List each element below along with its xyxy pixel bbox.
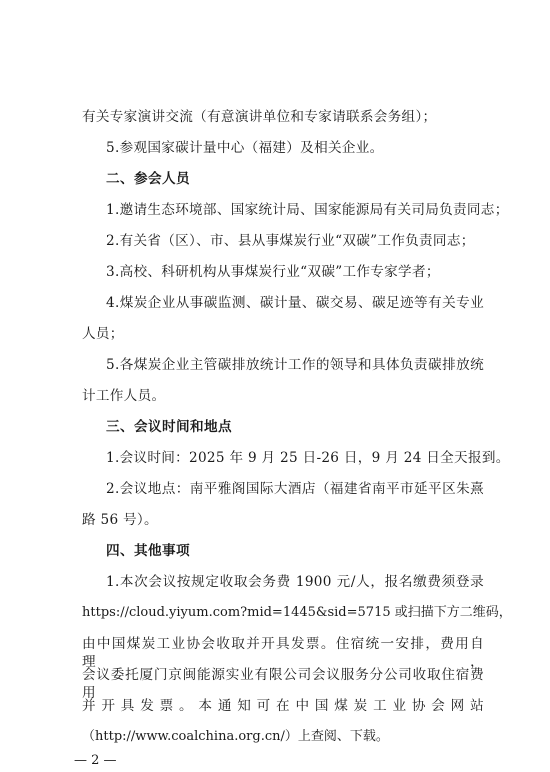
section-heading-other: 四、其他事项	[106, 543, 190, 559]
list-item-fee-cont-4: （http://www.coalchina.org.cn/）上查阅、下载。	[82, 729, 389, 744]
section-heading-participants: 二、参会人员	[106, 171, 190, 187]
list-item-fee-url: https://cloud.yiyum.com?mid=1445&sid=5715 或扫描下方二维码，	[82, 605, 512, 620]
list-item-fee-cont-2: 会议委托厦门京闽能源实业有限公司会议服务分公司收取住宿费用	[82, 667, 484, 701]
list-item-meeting-time: 1.会议时间：2025 年 9 月 25 日-26 日，9 月 24 日全天报到。	[106, 450, 510, 466]
list-item-participants-2: 2.有关省（区）、市、县从事煤炭行业“双碳”工作负责同志；	[106, 233, 475, 249]
list-item-participants-4: 4.煤炭企业从事碳监测、碳计量、碳交易、碳足迹等有关专业	[106, 295, 484, 311]
list-item-fee-cont-3: 并开具发票。本通知可在中国煤炭工业协会网站	[82, 698, 484, 714]
text-line-continuation: 有关专家演讲交流（有意演讲单位和专家请联系会务组）；	[82, 109, 437, 125]
list-item-participants-5-cont: 计工作人员。	[82, 388, 166, 404]
list-item-participants-5: 5.各煤炭企业主管碳排放统计工作的领导和具体负责碳排放统	[106, 357, 484, 373]
list-item-participants-1: 1.邀请生态环境部、国家统计局、国家能源局有关司局负责同志；	[106, 202, 509, 218]
list-item-visit: 5.参观国家碳计量中心（福建）及相关企业。	[106, 140, 384, 156]
section-heading-time-place: 三、会议时间和地点	[106, 419, 232, 435]
page-number: — 2 —	[74, 753, 117, 768]
list-item-participants-3: 3.高校、科研机构从事煤炭行业“双碳”工作专家学者；	[106, 264, 440, 280]
list-item-fee-cont-1: 由中国煤炭工业协会收取并开具发票。住宿统一安排，费用自理，	[82, 636, 484, 670]
list-item-participants-4-cont: 人员；	[82, 326, 124, 342]
list-item-meeting-place-cont: 路 56 号）。	[82, 512, 158, 528]
list-item-fee: 1.本次会议按规定收取会务费 1900 元/人，报名缴费须登录	[106, 574, 484, 590]
list-item-meeting-place: 2.会议地点：南平雅阁国际大酒店（福建省南平市延平区朱熹	[106, 481, 484, 497]
